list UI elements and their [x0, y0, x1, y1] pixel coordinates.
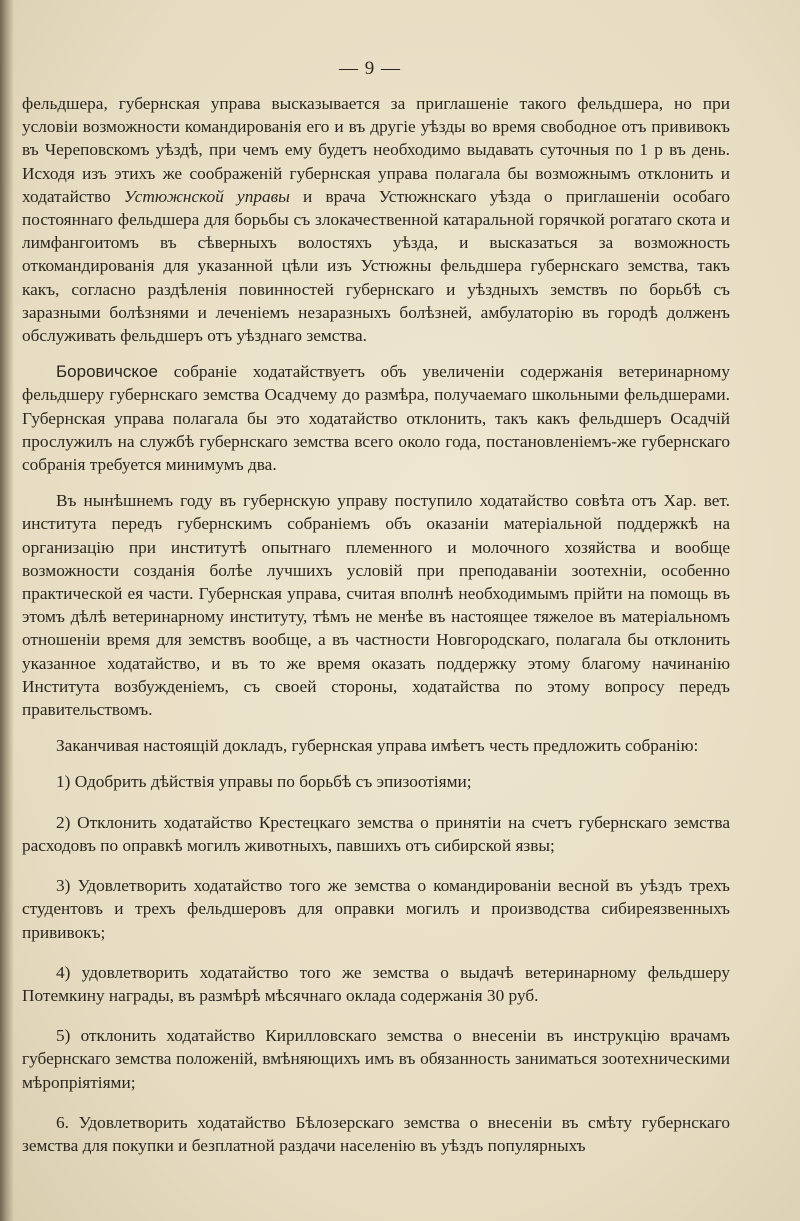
proposal-item-3: 3) Удовлетворить ходатайство того же земства о командированіи весной въ уѣздъ трехъ студентовъ и трехъ фельдшеровъ для оправки могилъ и производства сибиреязвенныхъ прививокъ; [22, 876, 730, 942]
proposal-item-6: 6. Удовлетворить ходатайство Бѣлозерскаго земства о внесеніи въ смѣту губернскаго земства для покупки и безплатной раздачи населенію въ уѣздъ популярныхъ [22, 1112, 730, 1155]
proposal-item-2: 2) Отклонить ходатайство Крестецкаго земства о принятіи на счетъ губернскаго земства расходовъ по оправкѣ могилъ животныхъ, павшихъ отъ сибирской язвы; [22, 812, 730, 855]
region-name: Боровичское [56, 362, 158, 382]
paragraph-institute: Въ нынѣшнемъ году въ губернскую управу поступило ходатайство совѣта отъ Хар. вет. института передъ губернскимъ собраніемъ объ оказаніи матеріальной поддержкѣ на организацію при институтѣ опытнаго племенного и молочного хозяйства и вообще возможности созданія болѣе лучшихъ условій при преподаваніи зоотехніи, особенно практической ея части. Губернская управа, считая вполнѣ необходимымъ прійти на помощь въ этомъ дѣлѣ ветеринарному институту, тѣмъ не менѣе въ настоящее тяжелое въ матеріальномъ отношеніи время для земствъ вообще, а въ частности Новгородскаго, полагала бы отклонить указанное ходатайство, и въ то же время оказать поддержку этому благому начинанію Института возбужденіемъ, съ своей стороны, ходатайства по этому вопросу передъ правительствомъ. [22, 491, 730, 720]
paragraph-feldsher [22, 92, 730, 347]
paragraph-text: фельдшера, губернская управа высказывается за приглашеніе такого фельдшера, но при условіи возможности командированія его и въ другіе уѣзды во время свободное отъ прививокъ въ Череповскомъ уѣздѣ, при чемъ ему будетъ необходимо выдавать суточныя по 1 р въ день. Исходя изъ этихъ же соображеній губернская управа полагала бы возможнымъ отклонить и ходатайство [22, 94, 730, 206]
italic-phrase: Устюжнской управы [123, 186, 290, 206]
page-body [22, 92, 730, 1174]
binding-edge [0, 0, 14, 1221]
proposal-item-5: 5) отклонить ходатайство Кирилловскаго земства о внесеніи въ инструкцію врачамъ губернскаго земства положеній, вмѣняющихъ имъ въ обязанность заниматься зоотехническими мѣропріятіями; [22, 1026, 730, 1092]
proposal-item-4: 4) удовлетворить ходатайство того же земства о выдачѣ ветеринарному фельдшеру Потемкину награды, въ размѣрѣ мѣсячнаго оклада содержанія 30 руб. [22, 962, 730, 1005]
paragraph-borovichi [22, 360, 730, 476]
paragraph-text: и врача Устюжнскаго уѣзда о приглашеніи особаго постояннаго фельдшера для борьбы съ злокачественной катаральной горячкой рогатаго скота и лимфангоитомъ въ сѣверныхъ волостяхъ уѣзда, и высказаться за возможность откомандированія для указанной цѣли изъ Устюжны фельдшера губернскаго земства, такъ какъ, согласно раздѣленія повинностей губернскаго и уѣздныхъ земствъ по борьбѣ съ заразными болѣзнями и леченіемъ незаразныхъ болѣзней, амбулаторію въ городѣ долженъ обслуживать фельдшеръ отъ уѣзднаго земства. [22, 186, 730, 346]
proposal-item-1: 1) Одобрить дѣйствія управы по борьбѣ съ эпизоотіями; [56, 772, 472, 792]
paragraph-conclusion: Заканчивая настоящій докладъ, губернская управа имѣетъ честь предложить собранію: [56, 736, 699, 756]
page-number: — 9 — [339, 58, 401, 79]
paragraph-text: собраніе ходатайствуетъ объ увеличеніи содержанія ветеринарному фельдшеру губернскаго земства Осадчему до размѣра, получаемаго школьными фельдшерами. Губернская управа полагала бы это ходатайство отклонить, такъ какъ фельдшеръ Осадчій прослужилъ на службѣ губернскаго земства всего около года, постановленіемъ-же губернскаго собранія требуется минимумъ два. [22, 362, 730, 475]
